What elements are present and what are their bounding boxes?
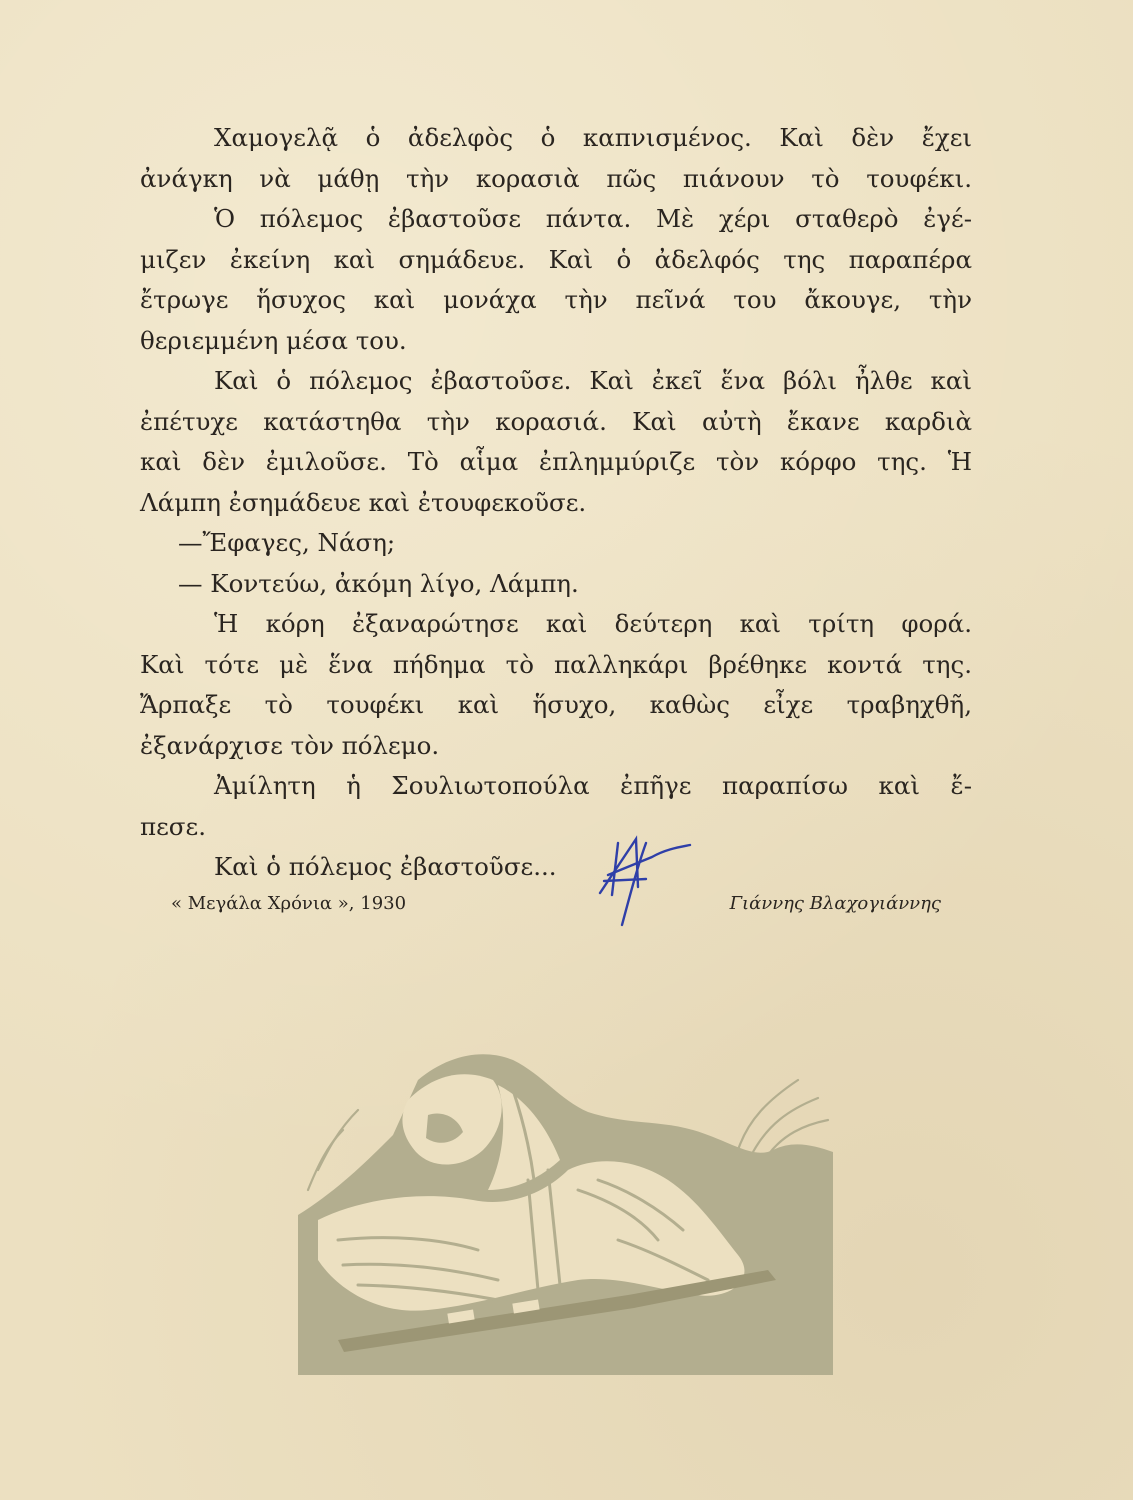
text-line: ἐξανάρχισε τὸν πόλεμο. — [140, 730, 440, 760]
woodcut-resting-warrior-icon — [298, 1040, 833, 1375]
dialogue-line: — Κοντεύω, ἀκόμη λίγο, Λάμπη. — [178, 568, 579, 598]
text-line: Λάμπη ἐσημάδευε καὶ ἐτουφεκοῦσε. — [140, 487, 587, 517]
text-line: πεσε. — [140, 811, 206, 841]
text-line: μιζεν ἐκείνη καὶ σημάδευε. Καὶ ὁ ἀδελφός της παραπέρα — [140, 244, 972, 274]
text-line: καὶ δὲν ἐμιλοῦσε. Τὸ αἷμα ἐπλημμύριζε τὸν κόρφο της. Ἡ — [140, 447, 972, 476]
text-line: ἔτρωγε ἥσυχος καὶ μονάχα τὴν πεῖνά του ἄκουγε, τὴν — [140, 285, 972, 314]
text-line: Ἄρπαξε τὸ τουφέκι καὶ ἥσυχο, καθὼς εἶχε τραβηχθῆ, — [140, 690, 972, 719]
text-line: Καὶ τότε μὲ ἕνα πήδημα τὸ παλληκάρι βρέθηκε κοντά της. — [140, 649, 972, 679]
handwritten-signature-icon — [590, 835, 700, 930]
text-line: Ὁ πόλεμος ἐβαστοῦσε πάντα. Μὲ χέρι σταθερὸ ἐγέ- — [214, 204, 972, 233]
text-line: θεριεμμένη μέσα του. — [140, 325, 407, 355]
text-line: ἐπέτυχε κατάστηθα τὴν κορασιά. Καὶ αὐτὴ ἔκανε καρδιὰ — [140, 406, 972, 436]
source-citation: « Μεγάλα Χρόνια », 1930 — [171, 893, 407, 914]
story-text — [140, 118, 972, 888]
author-name: Γιάννης Βλαχογιάννης — [729, 893, 941, 914]
text-line: ἀνάγκη νὰ μάθῃ τὴν κορασιὰ πῶς πιάνουν τὸ τουφέκι. — [140, 163, 972, 193]
text-line: Καὶ ὁ πόλεμος ἐβαστοῦσε... — [214, 852, 557, 881]
dialogue-line: —Ἔφαγες, Νάση; — [178, 528, 396, 557]
text-line: Ἀμίλητη ἡ Σουλιωτοπούλα ἐπῆγε παραπίσω καὶ ἔ- — [214, 771, 972, 800]
text-line: Ἡ κόρη ἐξαναρώτησε καὶ δεύτερη καὶ τρίτη φορά. — [214, 609, 972, 638]
text-line: Χαμογελᾷ ὁ ἀδελφὸς ὁ καπνισμένος. Καὶ δὲν ἔχει — [214, 123, 972, 152]
text-line: Καὶ ὁ πόλεμος ἐβαστοῦσε. Καὶ ἐκεῖ ἕνα βόλι ἦλθε καὶ — [214, 366, 972, 395]
